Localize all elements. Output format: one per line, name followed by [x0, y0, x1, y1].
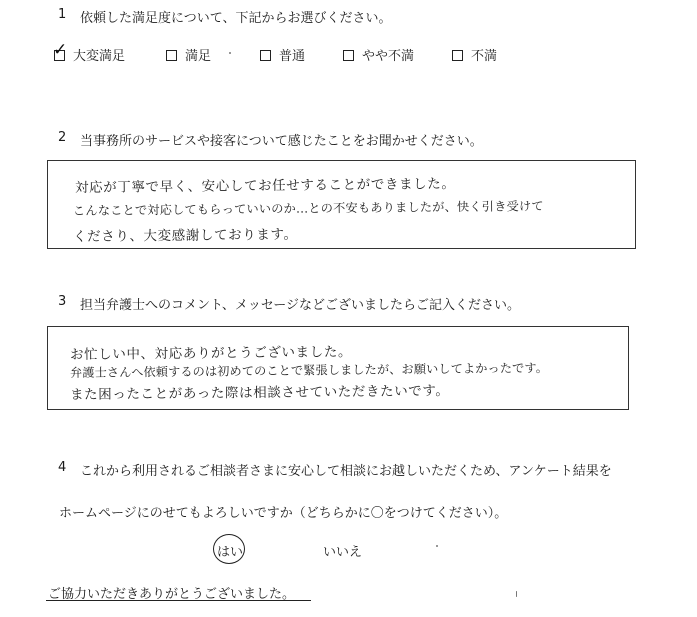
q4-text-line2: ホームページにのせてもよろしいですか（どちらかに〇をつけてください）。: [59, 506, 508, 521]
option-label: 普通: [279, 49, 306, 64]
q4-text-line1: これから利用されるご相談者さまに安心して相談にお越しいただくため、アンケート結果を: [80, 464, 612, 479]
q2-answer-line: くださり、大変感謝しております。: [72, 226, 298, 245]
scan-speck: [436, 545, 438, 547]
option-label: やや不満: [362, 49, 415, 64]
option-very-satisfied[interactable]: [53, 40, 126, 64]
check-mark-icon: ✓: [53, 40, 68, 60]
option-label: 満足: [185, 49, 212, 64]
q3-answer-line: お忙しい中、対応ありがとうございました。: [69, 344, 353, 363]
q3-answer-line: また困ったことがあった際は相談させていただきたいです。: [69, 383, 450, 403]
q4-number: 4: [58, 460, 67, 475]
q2-text: 当事務所のサービスや接客について感じたことをお聞かせください。: [80, 134, 483, 149]
scan-speck: [516, 591, 517, 597]
option-label: 不満: [471, 49, 498, 64]
closing-underline: [46, 600, 311, 601]
q3-answer-box: [47, 326, 629, 410]
q1-number: 1: [58, 7, 67, 22]
q2-number: 2: [58, 130, 67, 145]
option-dissatisfied[interactable]: [452, 45, 497, 64]
q3-number: 3: [58, 294, 67, 309]
checkbox-very-satisfied[interactable]: [53, 40, 68, 61]
checkbox-neutral[interactable]: [260, 50, 271, 61]
checkbox-somewhat-dissatisfied[interactable]: [343, 50, 354, 61]
closing-message: ご協力いただきありがとうございました。: [48, 587, 296, 602]
q2-answer-line: 対応が丁寧で早く、安心してお任せすることができました。: [74, 176, 456, 196]
checkbox-dissatisfied[interactable]: [452, 50, 463, 61]
q1-text: 依頼した満足度について、下記からお選びください。: [80, 11, 392, 26]
option-satisfied[interactable]: [166, 45, 211, 64]
choice-no[interactable]: いいえ: [323, 545, 363, 560]
q3-answer-line: 弁護士さんへ依頼するのは初めてのことで緊張しましたが、お願いしてよかったです。: [69, 360, 549, 380]
option-somewhat-dissatisfied[interactable]: [343, 45, 414, 64]
option-neutral[interactable]: [260, 45, 305, 64]
q2-answer-line: こんなことで対応してもらっていいのか…との不安もありましたが、快く引き受けて: [72, 199, 544, 218]
q3-text: 担当弁護士へのコメント、メッセージなどございましたらご記入ください。: [80, 298, 521, 313]
scan-speck: [229, 52, 231, 54]
choice-yes[interactable]: はい: [217, 545, 244, 560]
q2-answer-box: [47, 160, 636, 249]
option-label: 大変満足: [73, 49, 126, 64]
checkbox-satisfied[interactable]: [166, 50, 177, 61]
